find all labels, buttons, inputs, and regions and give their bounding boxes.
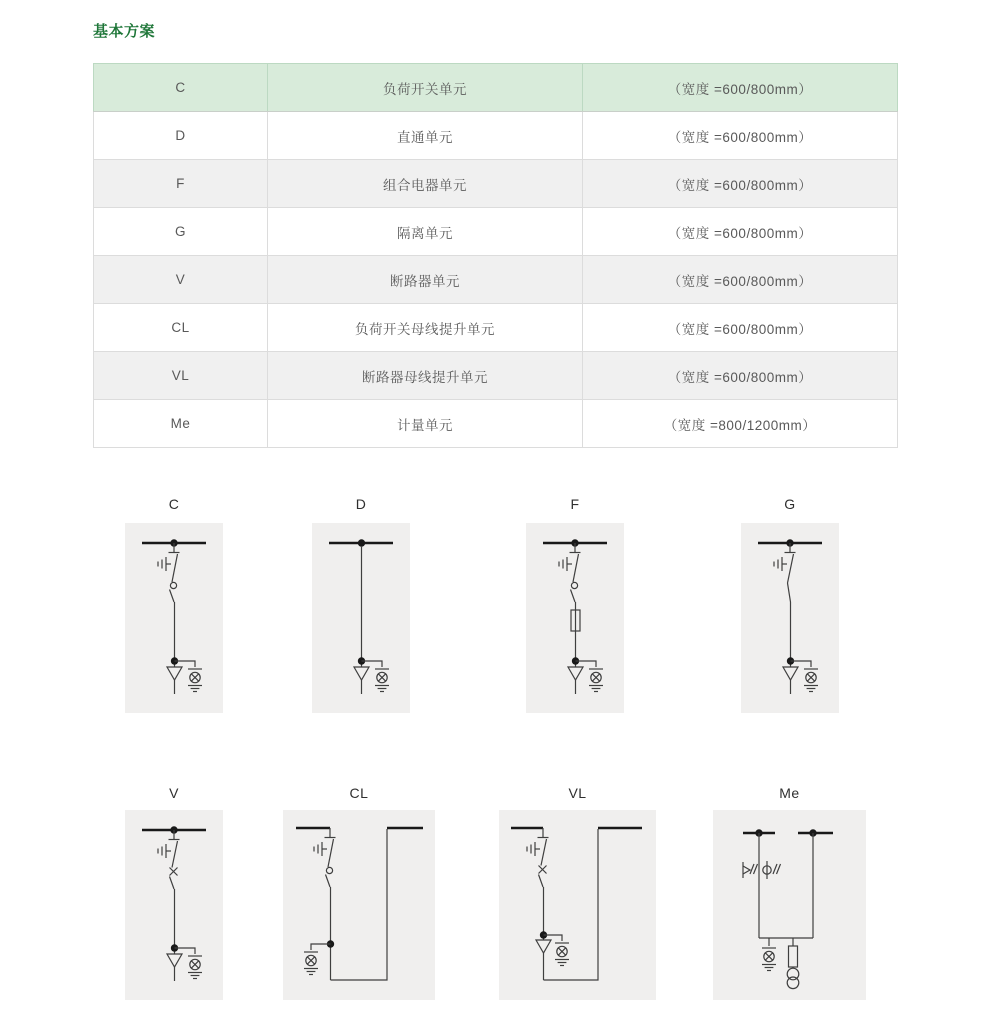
unit-name-cell: 计量单元 [268,400,583,448]
unit-code-cell: Me [94,400,268,448]
earthing-switch-icon [158,844,171,858]
single-line-diagram-v-icon [125,810,223,1000]
unit-width-cell: （宽度 =600/800mm） [583,304,898,352]
unit-code-cell: F [94,160,268,208]
cable-terminal-icon [354,667,369,680]
voltage-indicator-icon [762,948,776,971]
switch-blade [788,554,794,583]
voltage-indicator-icon [555,943,569,966]
table-row [94,208,898,256]
switch-blade [172,841,178,868]
diagram-cl [283,784,435,1000]
cable-terminal-icon [568,667,583,680]
voltage-indicator-icon [804,669,818,692]
unit-code-cell: C [94,64,268,112]
single-line-diagram-d-icon [312,523,410,713]
unit-type-table [93,63,898,448]
diagram-v [125,784,223,1000]
unit-name-cell: 负荷开关单元 [268,64,583,112]
bus-riser-link [331,829,388,980]
unit-name-cell: 隔离单元 [268,208,583,256]
unit-name-cell: 断路器母线提升单元 [268,352,583,400]
diagram-label: CL [349,785,369,801]
unit-name-cell: 负荷开关母线提升单元 [268,304,583,352]
single-line-diagram-vl-icon [499,810,656,1000]
voltage-indicator-icon [589,669,603,692]
single-line-diagram-g-icon [741,523,839,713]
earthing-switch-icon [314,842,327,856]
diagram-label: G [784,496,796,512]
diagram-label: F [570,496,580,512]
diagram-me [713,784,866,1000]
table-row [94,352,898,400]
unit-width-cell: （宽度 =800/1200mm） [583,400,898,448]
diagram-label: C [168,496,180,512]
single-line-diagram-me-icon [713,810,866,1000]
single-line-diagram-c-icon [125,523,223,713]
fuse-icon [789,946,798,967]
unit-name-cell: 直通单元 [268,112,583,160]
diagram-c [125,495,223,713]
earthing-switch-icon [527,842,540,856]
diagram-d [312,495,410,713]
diagram-label: D [355,496,367,512]
earthing-switch-icon [158,557,171,571]
unit-width-cell: （宽度 =600/800mm） [583,112,898,160]
diagram-g [741,495,839,713]
unit-width-cell: （宽度 =600/800mm） [583,352,898,400]
cable-terminal-icon [167,954,182,967]
cable-terminal-icon [167,667,182,680]
page-title: 基本方案 [93,23,156,40]
unit-code-cell: CL [94,304,268,352]
table-row [94,64,898,112]
earthing-switch-icon [559,557,572,571]
cable-terminal-icon [783,667,798,680]
table-row [94,400,898,448]
unit-name-cell: 组合电器单元 [268,160,583,208]
diagram-label: V [169,785,179,801]
diagram-vl [499,784,656,1000]
table-row [94,112,898,160]
voltage-indicator-icon [304,952,318,975]
single-line-diagram-f-icon [526,523,624,713]
unit-width-cell: （宽度 =600/800mm） [583,256,898,304]
switch-blade [573,554,579,582]
table-row [94,304,898,352]
switch-blade [541,839,547,866]
voltage-transformer-icon [787,968,799,988]
voltage-indicator-icon [188,956,202,979]
current-sensor-icon [743,862,758,878]
switch-blade [172,554,178,582]
unit-code-cell: VL [94,352,268,400]
bus-riser-link [544,829,599,980]
diagram-f [526,495,624,713]
unit-code-cell: G [94,208,268,256]
unit-width-cell: （宽度 =600/800mm） [583,160,898,208]
single-line-diagram-cl-icon [283,810,435,1000]
diagram-label: VL [568,785,587,801]
unit-width-cell: （宽度 =600/800mm） [583,208,898,256]
switch-blade [328,839,334,867]
unit-code-cell: V [94,256,268,304]
unit-width-cell: （宽度 =600/800mm） [583,64,898,112]
cable-terminal-icon [536,940,551,953]
voltage-indicator-icon [188,669,202,692]
diagram-label: Me [779,785,800,801]
voltage-indicator-icon [375,669,389,692]
table-row [94,160,898,208]
table-row [94,256,898,304]
unit-code-cell: D [94,112,268,160]
voltage-sensor-icon [763,861,781,879]
unit-name-cell: 断路器单元 [268,256,583,304]
earthing-switch-icon [774,557,787,571]
